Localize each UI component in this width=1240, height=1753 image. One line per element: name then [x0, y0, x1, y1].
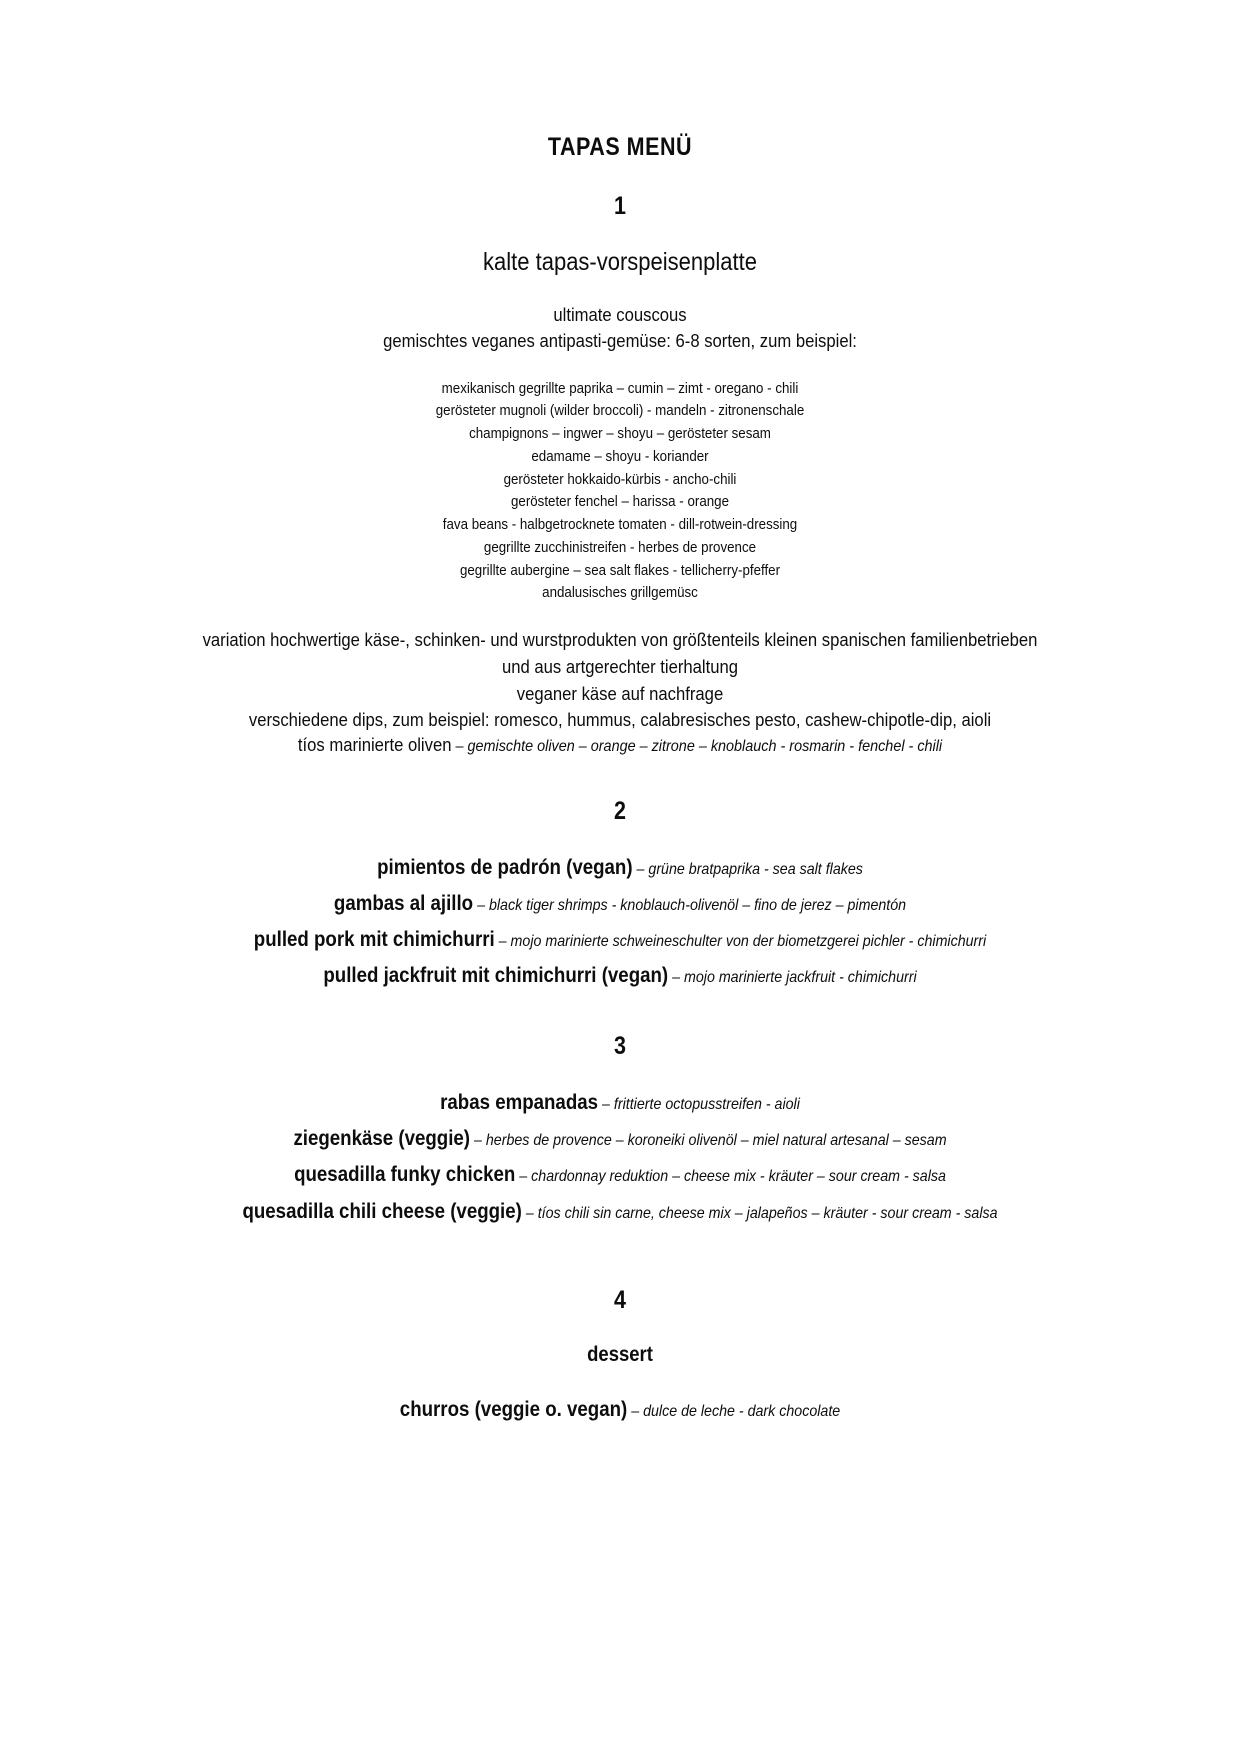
dish-description: – dulce de leche - dark chocolate	[631, 1402, 841, 1420]
dish-name: pulled pork mit chimichurri	[253, 927, 495, 951]
dish-description: – tíos chili sin carne, cheese mix – jalapeños – kräuter - sour cream - salsa	[525, 1204, 998, 1222]
dish-description: – black tiger shrimps - knoblauch-olivenöl – fino de jerez – pimentón	[477, 896, 907, 914]
platter-name: kalte tapas-vorspeisenplatte	[483, 248, 757, 276]
list-item	[68, 1085, 1172, 1121]
dish-name: rabas empanadas	[440, 1091, 599, 1115]
list-item	[68, 922, 1172, 958]
dish-name: gambas al ajillo	[333, 891, 474, 915]
list-item: andalusisches grillgemüsc	[542, 585, 698, 602]
dish-name: pulled jackfruit mit chimichurri (vegan)	[323, 964, 669, 988]
dish-list-section-4	[0, 1367, 1240, 1428]
list-item: gerösteter fenchel – harissa - orange	[510, 494, 730, 511]
dish-list-section-3	[0, 1061, 1240, 1229]
paragraph-line: verschiedene dips, zum beispiel: romesco, hummus, calabresisches pesto, cashew-chipotle-dip, aioli	[248, 709, 992, 731]
olives-line	[62, 734, 1178, 756]
list-item	[68, 958, 1172, 994]
olives-name: tíos marinierte oliven	[297, 733, 452, 755]
dish-name: pimientos de padrón (vegan)	[377, 855, 633, 879]
list-item	[68, 1194, 1172, 1230]
list-item: gegrillte aubergine – sea salt flakes - tellicherry-pfeffer	[459, 562, 781, 579]
section-number-1: 1	[614, 192, 626, 220]
dish-description: – chardonnay reduktion – cheese mix - kräuter – sour cream - salsa	[519, 1168, 946, 1186]
olives-description: – gemischte oliven – orange – zitrone – knoblauch - rosmarin - fenchel - chili	[455, 737, 943, 755]
dish-list-section-2	[0, 826, 1240, 994]
dish-description: – mojo marinierte schweineschulter von der biometzgerei pichler - chimichurri	[498, 932, 987, 950]
ingredient-list	[0, 355, 1240, 606]
paragraph-line: veganer käse auf nachfrage	[516, 682, 724, 704]
list-item	[68, 1121, 1172, 1157]
section-number-4: 4	[614, 1285, 626, 1314]
list-item: gerösteter hokkaido-kürbis - ancho-chili	[503, 471, 737, 488]
paragraph-line: variation hochwertige käse-, schinken- und wurstprodukten von größtenteils kleinen spanischen familienbetrieben	[202, 629, 1038, 651]
dish-name: quesadilla funky chicken	[294, 1163, 516, 1187]
list-item: gerösteter mugnoli (wilder broccoli) - mandeln - zitronenschale	[435, 403, 805, 420]
list-item: fava beans - halbgetrocknete tomaten - dill-rotwein-dressing	[442, 517, 798, 534]
dish-name: churros (veggie o. vegan)	[399, 1397, 628, 1421]
page-title: TAPAS MENÜ	[547, 133, 693, 161]
section-number-3: 3	[614, 1032, 626, 1061]
list-item	[68, 886, 1172, 922]
lead-line-couscous: ultimate couscous	[553, 304, 687, 325]
list-item: edamame – shoyu - koriander	[531, 448, 709, 465]
dish-description: – herbes de provence – koroneiki olivenöl – miel natural artesanal – sesam	[473, 1132, 947, 1150]
list-item	[68, 850, 1172, 886]
section-number-2: 2	[614, 796, 626, 825]
list-item	[68, 1157, 1172, 1193]
list-item: gegrillte zucchinistreifen - herbes de provence	[483, 539, 757, 556]
dish-description: – frittierte octopusstreifen - aioli	[602, 1096, 800, 1114]
dish-name: ziegenkäse (veggie)	[293, 1127, 471, 1151]
paragraph-line: und aus artgerechter tierhaltung	[501, 655, 739, 677]
charcuterie-paragraph	[0, 605, 1240, 756]
list-item: mexikanisch gegrillte paprika – cumin – zimt - oregano - chili	[441, 380, 799, 397]
dish-name: quesadilla chili cheese (veggie)	[242, 1199, 522, 1223]
dish-description: – mojo marinierte jackfruit - chimichurri	[672, 969, 917, 987]
lead-line-antipasti: gemischtes veganes antipasti-gemüse: 6-8 sorten, zum beispiel:	[383, 330, 857, 352]
list-item: champignons – ingwer – shoyu – gerösteter sesam	[469, 426, 771, 443]
dessert-heading: dessert	[587, 1342, 653, 1366]
dish-description: – grüne bratpaprika - sea salt flakes	[636, 860, 863, 878]
list-item	[68, 1392, 1172, 1428]
